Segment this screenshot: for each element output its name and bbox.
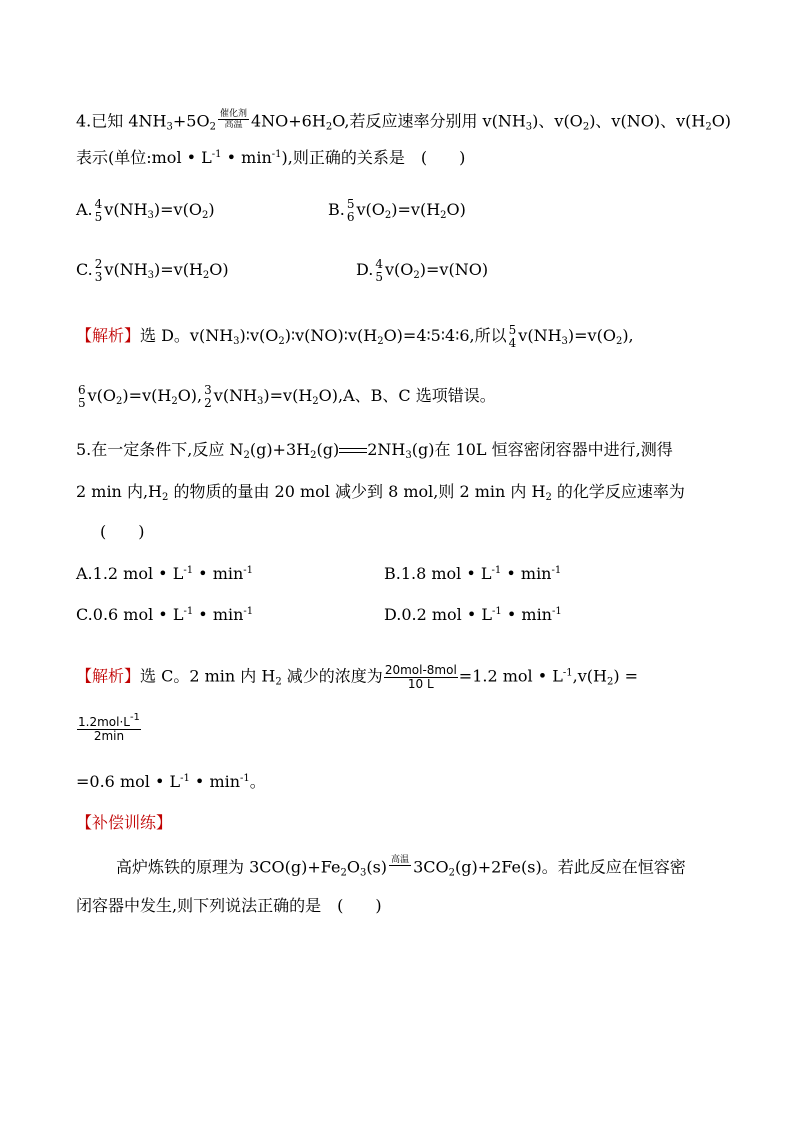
a4-line2: 6 5 $v(O_2)=v(H_2O)$, 3 2 $v(NH_3)=v(H_2O),A$、B、C 选项错误。 bbox=[78, 383, 496, 410]
q5-option-a: A.1.2 mol • $L^{-1}$ • $\min^{-1}$ bbox=[76, 564, 254, 583]
fraction: 4 5 bbox=[94, 197, 103, 224]
extra-line1: 高炉炼铁的原理为 $3CO(g)+Fe_2O_3(s)$ 高温 $3CO_2(g)+2Fe(s)$。若此反应在恒容密 bbox=[116, 855, 686, 879]
fraction: 5 4 bbox=[508, 323, 517, 350]
fraction: 5 6 bbox=[346, 197, 355, 224]
analysis-tag: 【解析】 bbox=[76, 326, 141, 346]
fraction: $\frac{1.2mol\cdot L^{-1}}{2\min}$ bbox=[78, 712, 140, 743]
fraction: 2 3 bbox=[94, 257, 103, 284]
q4-option-a: A. 4 5 $v(NH_3)=v(O_2)$ bbox=[76, 197, 215, 224]
q4-option-d: D. 4 5 $v(O_2)=v(NO)$ bbox=[356, 257, 489, 284]
fraction: 6 5 bbox=[78, 383, 86, 410]
q5-line2: 2 min 内$,H_2$ 的物质的量由 20 mol 减少到 8 mol,则 2 min 内 $H_2$ 的化学反应速率为 bbox=[76, 482, 685, 503]
fraction: 3 2 bbox=[204, 383, 212, 410]
q4-line1: 4.已知 $4NH_3+5O_2$ 催化剂 高温 $4NO+6H_2O$,若反应速率分别用 $v(NH_3)$、$v(O_2)$、v(NO)、$v(H_2O)$ bbox=[76, 109, 732, 133]
q4-option-c: C. 2 3 $v(NH_3)=v(H_2O)$ bbox=[76, 257, 229, 284]
q5-option-d: D.0.2 mol • $L^{-1}$ • $\min^{-1}$ bbox=[384, 605, 562, 624]
q4-option-b: B. 5 6 $v(O_2)=v(H_2O)$ bbox=[328, 197, 466, 224]
analysis-tag: 【解析】 bbox=[76, 666, 141, 686]
reaction-condition: 催化剂 高温 bbox=[219, 109, 247, 130]
a5-line1: 【解析】选 C。2 min 内 $H_2$ 减少的浓度为 $\frac{\text{20mol-8mol}}{10 L}$ =1.2 mol • $L^{-1},v(H_2)$ = bbox=[76, 663, 639, 691]
q5-line3: ( ) bbox=[100, 522, 145, 541]
equilibrium-sign bbox=[339, 447, 367, 455]
q4-line2: 表示(单位:mol • $L^{-1}$ • $\min^{-1}$),则正确的关系是 ( ) bbox=[76, 148, 466, 167]
fraction: 4 5 bbox=[375, 257, 383, 284]
extra-training-tag: 【补偿训练】 bbox=[76, 813, 173, 832]
q5-line1: 5.在一定条件下,反应 $N_2(g)+3H_2(g)$ $2NH_3(g)$在 10L 恒容密闭容器中进行,测得 bbox=[76, 440, 673, 461]
q5-option-c: C.0.6 mol • $L^{-1}$ • $\min^{-1}$ bbox=[76, 605, 254, 624]
a4-line1: 【解析】选 D。$v(NH_3)∶v(O_2)∶v(NO)∶v(H_2O)=4∶5∶4∶6$,所以 5 4 $v(NH_3)=v(O_2)$, bbox=[76, 323, 634, 350]
reaction-condition: 高温 bbox=[391, 855, 410, 865]
a5-line3: =0.6 mol • $L^{-1}$ • $\min^{-1}$。 bbox=[76, 772, 266, 791]
fraction: $\frac{\text{20mol-8mol}}{10 L}$ bbox=[384, 663, 457, 691]
q5-option-b: B.1.8 mol • $L^{-1}$ • $\min^{-1}$ bbox=[384, 564, 562, 583]
extra-line2: 闭容器中发生,则下列说法正确的是 ( ) bbox=[76, 896, 382, 915]
a5-line2 bbox=[76, 712, 142, 743]
